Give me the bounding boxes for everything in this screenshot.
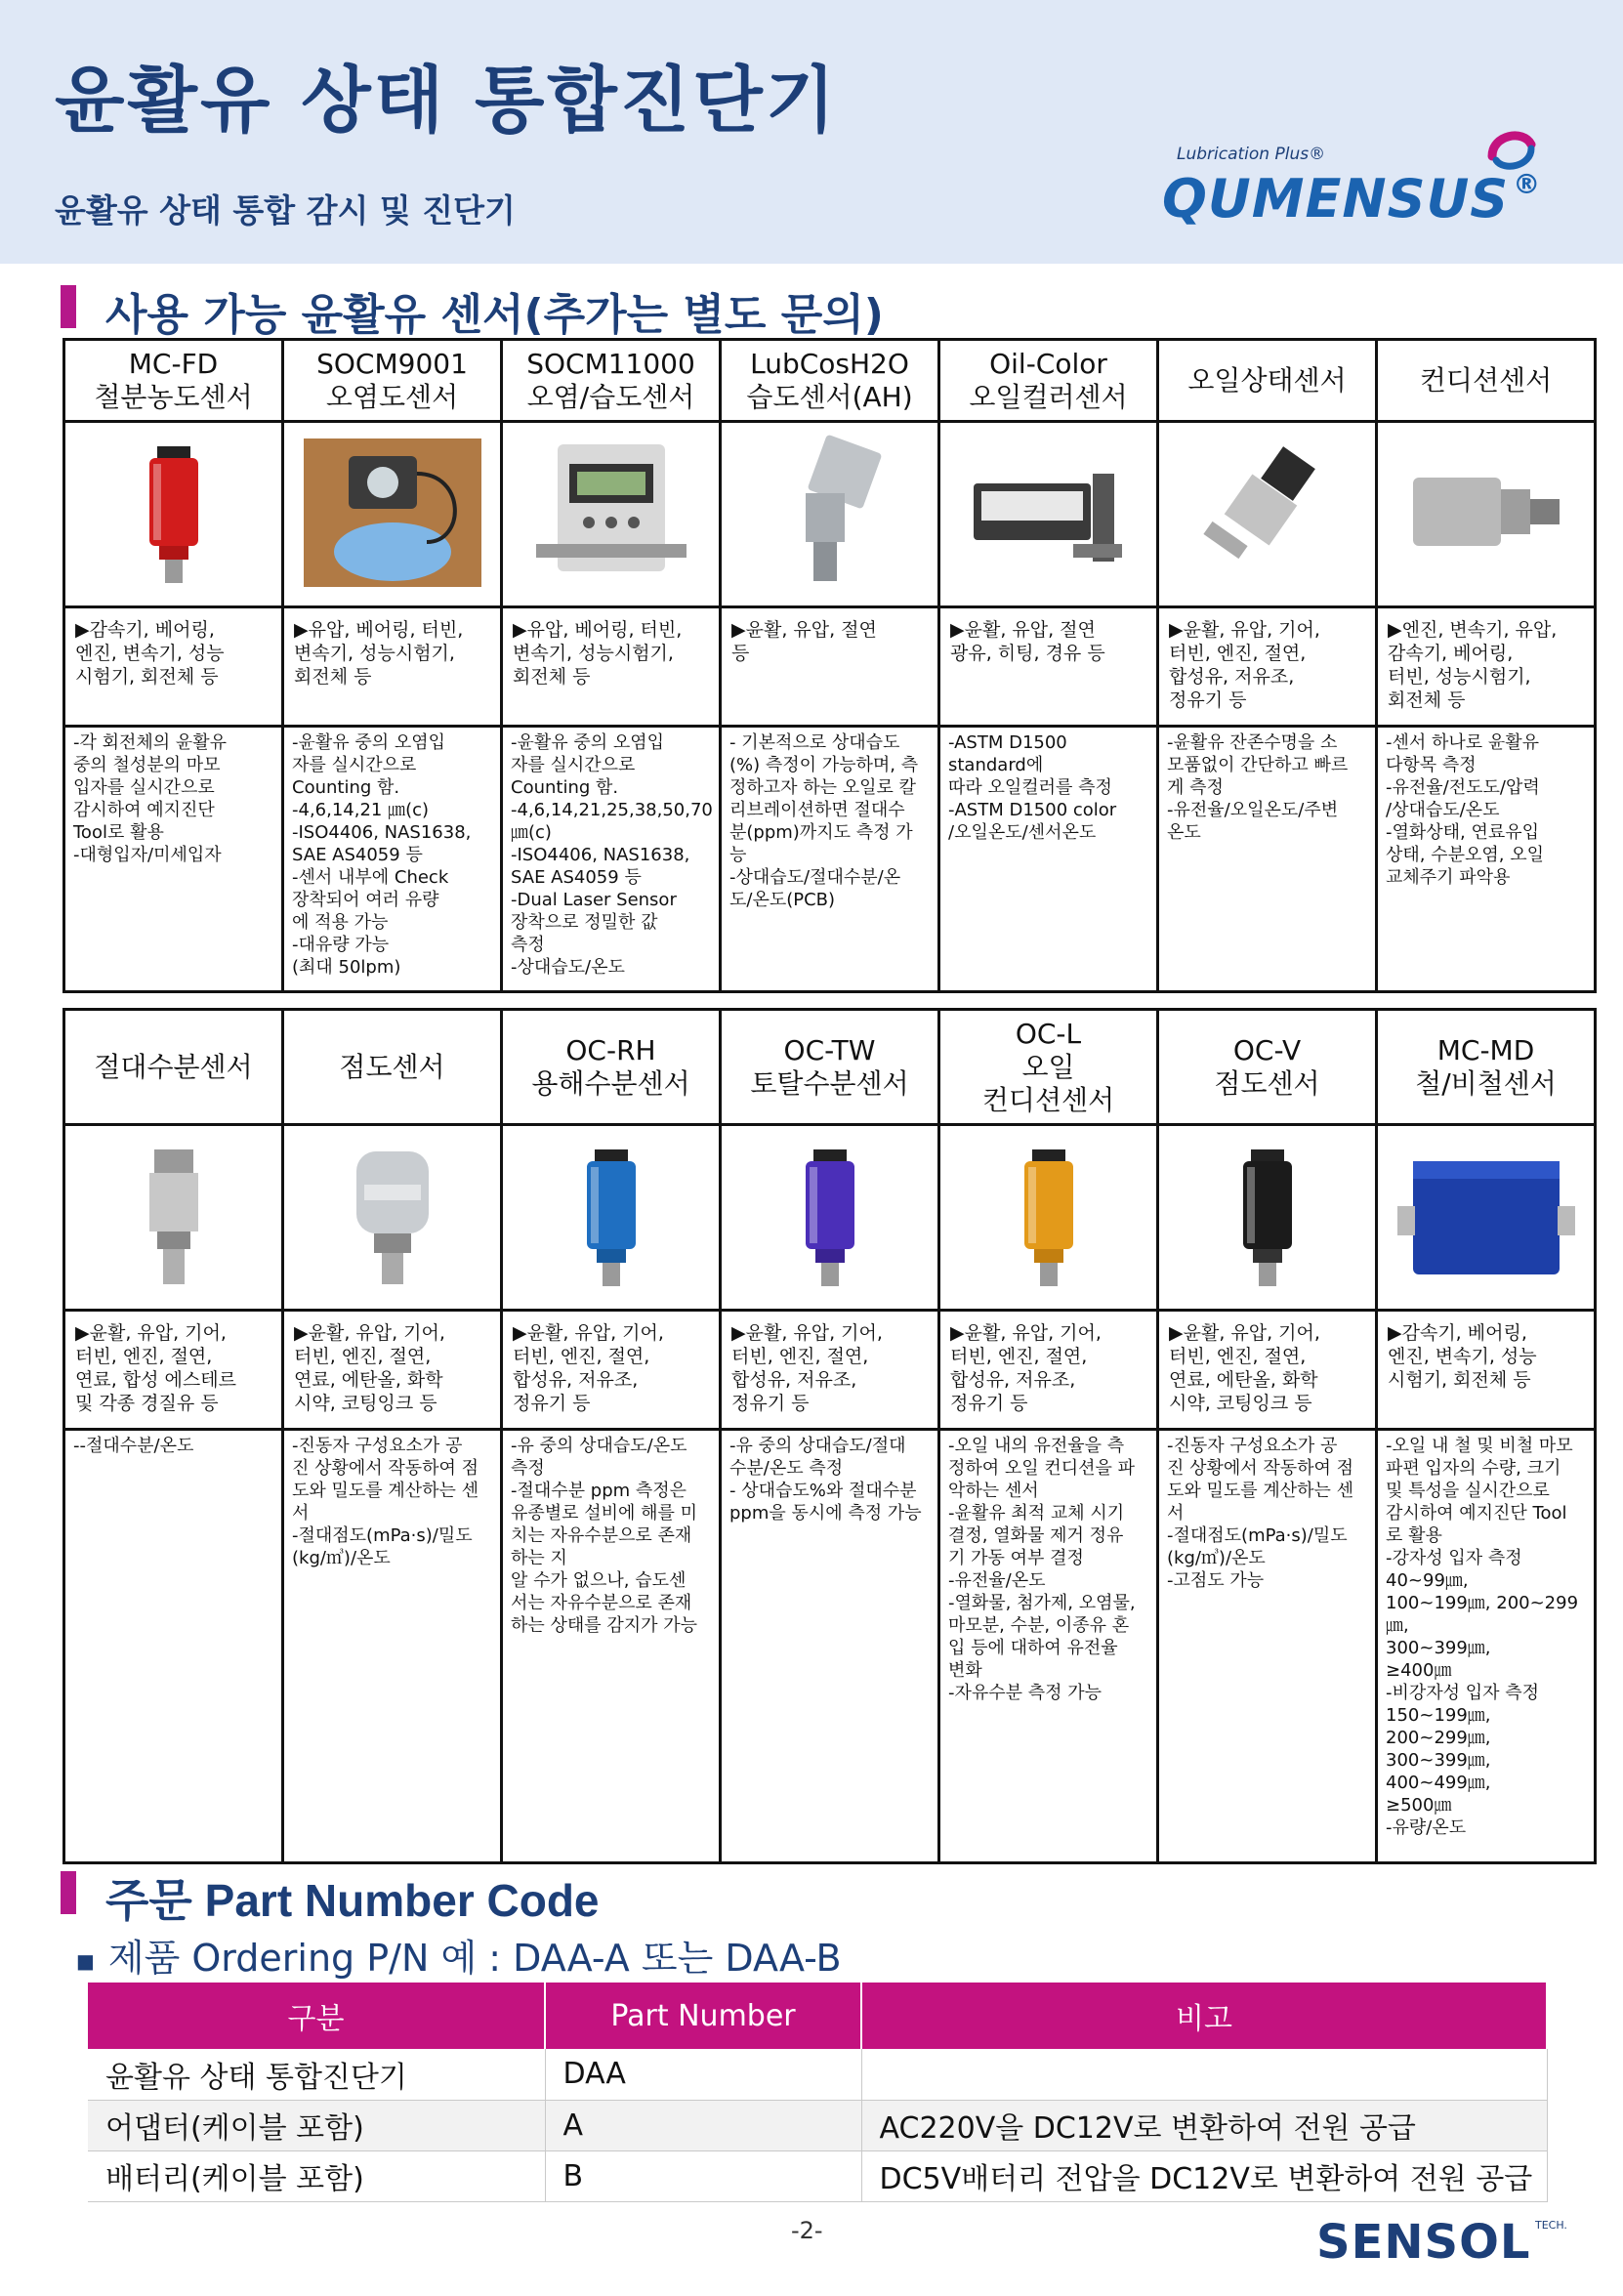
- sensor-image-cell: [283, 422, 502, 607]
- logo-reg: ®: [1513, 168, 1542, 200]
- orange-cylinder-sensor-icon: [956, 1279, 1142, 1298]
- sensor-description: -오일 내의 유전율을 측 정하여 오일 컨디션을 파 악하는 센서 -윤활유 최적 교체 시기 결정, 열화물 제거 정유 기 가동 여부 결정 -유전율/온도 -열화물, 첨가제, 오염물, 마모분, 수분, 이종유 혼 입 등에 대하여 유전율 변화 -자유수분 측정 가능: [939, 1430, 1158, 1863]
- contamination-monitor-unit-icon: [519, 576, 704, 595]
- sensor-description: -윤활유 중의 오염입 자를 실시간으로 Counting 함. -4,6,14,21,25,38,50,70 ㎛(c) -ISO4406, NAS1638, SAE AS4059 등 -Dual Laser Sensor 장착으로 정밀한 값 측정 -상대습도/온도: [502, 727, 721, 992]
- sensor-image-cell: [64, 1125, 283, 1311]
- parts-cell: A: [545, 2100, 861, 2150]
- sensor-table-row2: [62, 1008, 1597, 1864]
- ordering-text: 제품 Ordering P/N 예 : DAA-A 또는 DAA-B: [107, 1937, 842, 1980]
- sensor-description: - 기본적으로 상대습도 (%) 측정이 가능하며, 측 정하고자 하는 오일로 칼 리브레이션하면 절대수 분(ppm)까지도 측정 가 능 -상대습도/절대수분/온 도/온도(PCB): [721, 727, 939, 992]
- sensor-description: -오일 내 철 및 비철 마모 파편 입자의 수량, 크기 및 특성을 실시간으로 감시하여 예지진단 Tool 로 활용 -강자성 입자 측정 40~99㎛, 100~199㎛, 200~299㎛, 300~399㎛, ≥400㎛ -비강자성 입자 측정 150~199㎛, 200~299㎛, 300~399㎛, 400~499㎛, ≥500㎛ -유량/온도: [1377, 1430, 1596, 1863]
- sensor-applications: ▶감속기, 베어링, 엔진, 변속기, 성능 시험기, 회전체 등: [64, 607, 283, 727]
- black-cylinder-sensor-icon: [1175, 1279, 1360, 1298]
- logo-swirl-icon: [1484, 127, 1539, 174]
- sensor-image-cell: [1377, 1125, 1596, 1311]
- sensor-applications: ▶윤활, 유압, 절연 광유, 히팅, 경유 등: [939, 607, 1158, 727]
- page-number: -2-: [791, 2217, 823, 2244]
- sensor-name: OC-L 오일 컨디션센서: [939, 1010, 1158, 1125]
- sensor-description: -윤활유 잔존수명을 소 모품없이 간단하고 빠르 게 측정 -유전율/오일온도/주변 온도: [1158, 727, 1377, 992]
- page-title: 윤활유 상태 통합진단기: [55, 59, 839, 143]
- steel-humidity-probe-icon: [737, 576, 923, 595]
- sensor-name: OC-V 점도센서: [1158, 1010, 1377, 1125]
- blue-cylinder-sensor-icon: [519, 1279, 704, 1298]
- section1-title: 사용 가능 윤활유 센서(추가는 별도 문의): [105, 290, 884, 340]
- parts-cell: 배터리(케이블 포함): [88, 2150, 545, 2201]
- sensor-table-row1: [62, 338, 1597, 993]
- logo-brand: QUMENSUS ®: [1162, 168, 1542, 230]
- sensor-name: MC-MD 철/비철센서: [1377, 1010, 1596, 1125]
- particle-counter-kit-icon: [300, 576, 485, 595]
- sensor-applications: ▶윤활, 유압, 기어, 터빈, 엔진, 절연, 연료, 에탄올, 화학 시약, 코팅잉크 등: [283, 1311, 502, 1430]
- table-row: [88, 2100, 1547, 2150]
- parts-cell: 윤활유 상태 통합진단기: [88, 2049, 545, 2100]
- sensor-image-cell: [1158, 1125, 1377, 1311]
- sensor-description: -유 중의 상대습도/절대 수분/온도 측정 - 상대습도%와 절대수분 ppm을 동시에 측정 가능: [721, 1430, 939, 1863]
- blue-box-sensor-icon: [1394, 1279, 1579, 1298]
- sensor-image-cell: [939, 422, 1158, 607]
- sensor-applications: ▶엔진, 변속기, 유압, 감속기, 베어링, 터빈, 성능시험기, 회전체 등: [1377, 607, 1596, 727]
- parts-cell: AC220V을 DC12V로 변환하여 전원 공급: [861, 2100, 1547, 2150]
- section2-title: 주문 Part Number Code: [105, 1875, 600, 1926]
- parts-cell: [861, 2049, 1547, 2100]
- red-cylindrical-sensor-icon: [81, 576, 267, 595]
- sensor-image-cell: [283, 1125, 502, 1311]
- parts-header-note: 비고: [861, 1983, 1547, 2049]
- parts-header-row: [88, 1983, 1547, 2049]
- qumensus-logo: [1162, 125, 1592, 232]
- part-number-table: [88, 1983, 1548, 2202]
- sensor-applications: ▶감속기, 베어링, 엔진, 변속기, 성능 시험기, 회전체 등: [1377, 1311, 1596, 1430]
- sensor-image-cell: [939, 1125, 1158, 1311]
- parts-cell: DC5V배터리 전압을 DC12V로 변환하여 전원 공급: [861, 2150, 1547, 2201]
- sensor-name: Oil-Color 오일컬러센서: [939, 340, 1158, 422]
- section2-marker: [61, 1871, 76, 1914]
- sensor-applications: ▶윤활, 유압, 절연 등: [721, 607, 939, 727]
- sensor-applications: ▶윤활, 유압, 기어, 터빈, 엔진, 절연, 합성유, 저유조, 정유기 등: [939, 1311, 1158, 1430]
- sensor-name: 컨디션센서: [1377, 340, 1596, 422]
- sensor-applications: ▶윤활, 유압, 기어, 터빈, 엔진, 절연, 합성유, 저유조, 정유기 등: [721, 1311, 939, 1430]
- sensol-logo-suffix: TECH.: [1535, 2219, 1567, 2232]
- sensor-description: -진동자 구성요소가 공 진 상황에서 작동하여 점 도와 밀도를 계산하는 센 서 -절대점도(mPa·s)/밀도 (kg/㎥)/온도 -고점도 가능: [1158, 1430, 1377, 1863]
- sensor-applications: ▶윤활, 유압, 기어, 터빈, 엔진, 절연, 합성유, 저유조, 정유기 등: [502, 1311, 721, 1430]
- sensor-name: 오일상태센서: [1158, 340, 1377, 422]
- parts-cell: B: [545, 2150, 861, 2201]
- sensor-applications: ▶윤활, 유압, 기어, 터빈, 엔진, 절연, 합성유, 저유조, 정유기 등: [1158, 607, 1377, 727]
- sensol-logo: SENSOL: [1316, 2215, 1531, 2270]
- purple-cylinder-sensor-icon: [737, 1279, 923, 1298]
- condition-sensor-block-icon: [1394, 576, 1579, 595]
- sensor-name: LubCosH2O 습도센서(AH): [721, 340, 939, 422]
- sensor-description: -윤활유 중의 오염입 자를 실시간으로 Counting 함. -4,6,14,21 ㎛(c) -ISO4406, NAS1638, SAE AS4059 등 -센서 내부에 Check 장착되어 여러 유량 에 적용 가능 -대유량 가능 (최대 50lpm): [283, 727, 502, 992]
- parts-cell: DAA: [545, 2049, 861, 2100]
- logo-tagline: Lubrication Plus®: [1177, 145, 1326, 164]
- parts-header-category: 구분: [88, 1983, 545, 2049]
- sensor-image-cell: [502, 422, 721, 607]
- sensor-name: SOCM11000 오염/습도센서: [502, 340, 721, 422]
- sensor-description: -ASTM D1500 standard에 따라 오일컬러를 측정 -ASTM D1500 color /오일온도/센서온도: [939, 727, 1158, 992]
- parts-cell: 어댑터(케이블 포함): [88, 2100, 545, 2150]
- header-banner: [0, 0, 1623, 264]
- sensor-name: 절대수분센서: [64, 1010, 283, 1125]
- sensor-name: OC-RH 용해수분센서: [502, 1010, 721, 1125]
- ordering-example: [76, 1928, 842, 1982]
- table-row: [88, 2049, 1547, 2100]
- sensor-description: -진동자 구성요소가 공 진 상황에서 작동하여 점 도와 밀도를 계산하는 센 서 -절대점도(mPa·s)/밀도 (kg/㎥)/온도: [283, 1430, 502, 1863]
- page-subtitle: 윤활유 상태 통합 감시 및 진단기: [55, 191, 516, 230]
- sensor-name: MC-FD 철분농도센서: [64, 340, 283, 422]
- sensor-image-cell: [502, 1125, 721, 1311]
- sensor-image-cell: [1377, 422, 1596, 607]
- section1-marker: [61, 285, 76, 328]
- sensor-applications: ▶유압, 베어링, 터빈, 변속기, 성능시험기, 회전체 등: [502, 607, 721, 727]
- sensor-applications: ▶윤활, 유압, 기어, 터빈, 엔진, 절연, 연료, 합성 에스테르 및 각종 경질유 등: [64, 1311, 283, 1430]
- parts-header-partnumber: Part Number: [545, 1983, 861, 2049]
- oil-condition-probe-icon: [1175, 576, 1360, 595]
- sensor-name: OC-TW 토탈수분센서: [721, 1010, 939, 1125]
- sensor-description: --절대수분/온도: [64, 1430, 283, 1863]
- sensor-image-cell: [721, 1125, 939, 1311]
- sensor-description: -각 회전체의 윤활유 중의 철성분의 마모 입자를 실시간으로 감시하여 예지진단 Tool로 활용 -대형입자/미세입자: [64, 727, 283, 992]
- square-bullet-icon: ■: [76, 1948, 95, 1973]
- sensor-image-cell: [64, 422, 283, 607]
- sensor-name: 점도센서: [283, 1010, 502, 1125]
- absolute-moisture-probe-icon: [81, 1279, 267, 1298]
- table-row: [88, 2150, 1547, 2201]
- sensor-image-cell: [1158, 422, 1377, 607]
- sensor-name: SOCM9001 오염도센서: [283, 340, 502, 422]
- oil-color-analyzer-icon: [956, 576, 1142, 595]
- sensor-applications: ▶유압, 베어링, 터빈, 변속기, 성능시험기, 회전체 등: [283, 607, 502, 727]
- sensor-image-cell: [721, 422, 939, 607]
- sensor-description: -유 중의 상대습도/온도 측정 -절대수분 ppm 측정은 유종별로 설비에 해를 미 치는 자유수분으로 존재 하는 지 알 수가 없으나, 습도센 서는 자유수분으로 존재 하는 상태를 감지가 가능: [502, 1430, 721, 1863]
- sensor-applications: ▶윤활, 유압, 기어, 터빈, 엔진, 절연, 연료, 에탄올, 화학 시약, 코팅잉크 등: [1158, 1311, 1377, 1430]
- sensor-description: -센서 하나로 윤활유 다항목 측정 -유전율/전도도/압력 /상대습도/온도 -열화상태, 연료유입 상태, 수분오염, 오일 교체주기 파악용: [1377, 727, 1596, 992]
- viscosity-sensor-icon: [300, 1279, 485, 1298]
